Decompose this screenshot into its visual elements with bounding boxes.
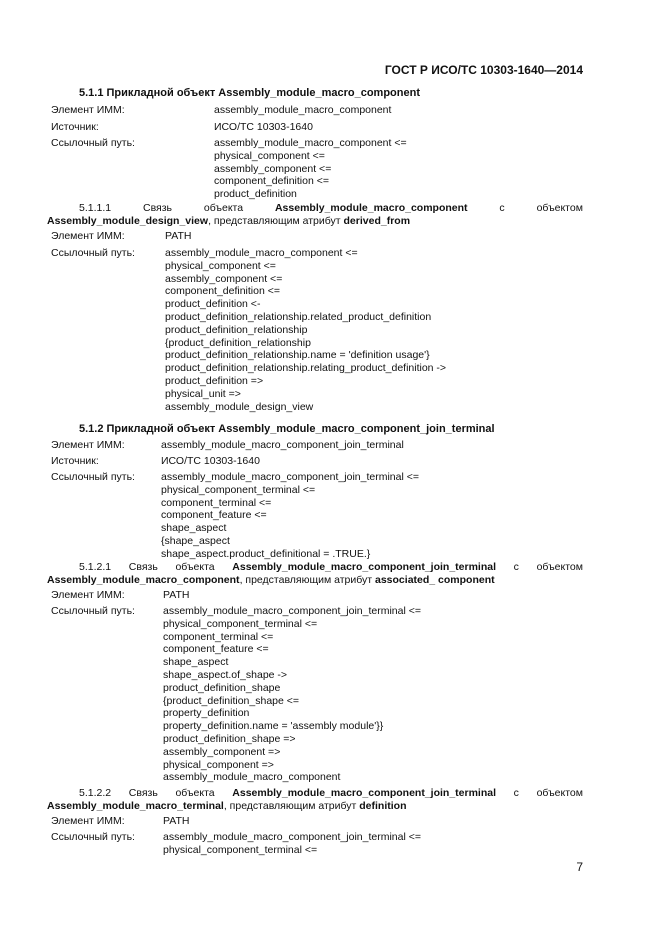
ref-path-block (214, 137, 407, 201)
path-line: product_definition <- (165, 298, 261, 311)
path-line: component_terminal <= (163, 630, 274, 643)
representing-text: , представляющим атрибут (223, 800, 360, 812)
target-object: Assembly_module_design_view (47, 215, 209, 227)
path-line: product_definition => (165, 374, 264, 387)
with-word: с (513, 561, 519, 573)
representing-text: , представляющим атрибут (239, 574, 375, 586)
section-heading-5-1-2: 5.1.2 Прикладной объект Assembly_module_macro_component_join_terminal (79, 423, 495, 435)
attribute-name: associated_ component (375, 574, 495, 586)
with-object-word: объектом (536, 202, 583, 214)
target-object: Assembly_module_macro_terminal (47, 800, 224, 812)
path-line: physical_component_terminal <= (161, 483, 316, 496)
path-line: shape_aspect.product_definitional = .TRUE.} (161, 547, 371, 560)
path-line: product_definition_shape (163, 681, 281, 694)
ref-path-label: Ссылочный путь: (51, 471, 135, 483)
element-label: Элемент ИММ: (51, 589, 125, 601)
path-line: component_feature <= (163, 643, 269, 656)
path-line: product_definition_relationship.related_product_definition (165, 310, 432, 323)
object-word: объекта (175, 787, 215, 799)
path-line: product_definition_shape => (163, 732, 296, 745)
source-object: Assembly_module_macro_component_join_terminal (232, 787, 497, 799)
path-line: physical_component_terminal <= (163, 843, 318, 856)
subsection-5-1-2-1 (47, 561, 583, 587)
source-label: Источник: (51, 121, 99, 133)
object-word: объекта (175, 561, 215, 573)
element-value: PATH (163, 589, 190, 601)
ref-path-block (163, 605, 421, 784)
path-line: assembly_module_macro_component (163, 771, 341, 784)
with-object-word: объектом (536, 787, 583, 799)
element-value: assembly_module_macro_component (214, 104, 392, 116)
path-line: property_definition (163, 707, 250, 720)
with-word: с (513, 787, 519, 799)
path-line: assembly_component <= (214, 162, 332, 175)
link-word: Связь (143, 202, 173, 214)
path-line: {shape_aspect (161, 534, 230, 547)
with-word: с (499, 202, 505, 214)
attribute-name: derived_from (343, 215, 411, 227)
subsection-5-1-1-1 (47, 202, 583, 228)
page-number: 7 (576, 860, 583, 874)
link-word: Связь (128, 787, 158, 799)
path-line: assembly_component => (163, 745, 281, 758)
ref-path-block (161, 471, 419, 561)
path-line: {product_definition_shape <= (163, 694, 300, 707)
path-line: component_definition <= (214, 175, 330, 188)
source-object: Assembly_module_macro_component (274, 202, 468, 214)
path-line: product_definition_relationship.relating_product_definition -> (165, 362, 447, 375)
element-label: Элемент ИММ: (51, 230, 125, 242)
target-object: Assembly_module_macro_component (47, 574, 240, 586)
subsection-number: 5.1.2.2 (79, 787, 112, 799)
subsection-number: 5.1.1.1 (79, 202, 112, 214)
path-line: shape_aspect (161, 522, 227, 535)
ref-path-label: Ссылочный путь: (51, 831, 135, 843)
path-line: shape_aspect.of_shape -> (163, 668, 288, 681)
attribute-name: definition (359, 800, 407, 812)
path-line: assembly_module_macro_component_join_terminal <= (161, 471, 419, 483)
representing-text: , представляющим атрибут (208, 215, 344, 227)
element-label: Элемент ИММ: (51, 104, 125, 116)
path-line: assembly_module_macro_component_join_terminal <= (163, 605, 421, 617)
source-label: Источник: (51, 455, 99, 467)
path-line: component_terminal <= (161, 496, 272, 509)
path-line: physical_component_terminal <= (163, 617, 318, 630)
standard-header: ГОСТ Р ИСО/ТС 10303-1640—2014 (384, 63, 583, 77)
ref-path-label: Ссылочный путь: (51, 605, 135, 617)
path-line: physical_component <= (214, 149, 325, 162)
element-label: Элемент ИММ: (51, 439, 125, 451)
path-line: product_definition_relationship (165, 323, 308, 336)
path-line: physical_component => (163, 758, 274, 771)
element-value: PATH (165, 230, 192, 242)
path-line: product_definition (214, 188, 297, 201)
path-line: assembly_module_design_view (165, 400, 314, 413)
subsection-number: 5.1.2.1 (79, 561, 112, 573)
path-line: assembly_module_macro_component_join_terminal <= (163, 831, 421, 843)
path-line: {product_definition_relationship (165, 336, 311, 349)
ref-path-block (163, 831, 421, 857)
link-word: Связь (128, 561, 158, 573)
ref-path-label: Ссылочный путь: (51, 247, 135, 259)
object-word: объекта (203, 202, 244, 214)
source-value: ИСО/ТС 10303-1640 (214, 121, 313, 133)
subsection-5-1-2-2 (47, 787, 583, 813)
path-line: component_feature <= (161, 509, 267, 522)
path-line: physical_component <= (165, 259, 276, 272)
path-line: component_definition <= (165, 285, 281, 298)
section-heading-5-1-1: 5.1.1 Прикладной объект Assembly_module_macro_component (79, 87, 420, 99)
ref-path-label: Ссылочный путь: (51, 137, 135, 149)
element-value: PATH (163, 815, 190, 827)
ref-path-block (165, 247, 446, 413)
path-line: assembly_component <= (165, 272, 283, 285)
source-object: Assembly_module_macro_component_join_terminal (232, 561, 497, 573)
element-label: Элемент ИММ: (51, 815, 125, 827)
with-object-word: объектом (536, 561, 583, 573)
path-line: assembly_module_macro_component <= (165, 247, 358, 259)
source-value: ИСО/ТС 10303-1640 (161, 455, 260, 467)
path-line: shape_aspect (163, 656, 229, 669)
path-line: product_definition_relationship.name = 'definition usage'} (165, 349, 430, 362)
path-line: assembly_module_macro_component <= (214, 137, 407, 149)
path-line: property_definition.name = 'assembly module'}} (163, 720, 384, 733)
path-line: physical_unit => (165, 387, 241, 400)
element-value: assembly_module_macro_component_join_terminal (161, 439, 404, 451)
